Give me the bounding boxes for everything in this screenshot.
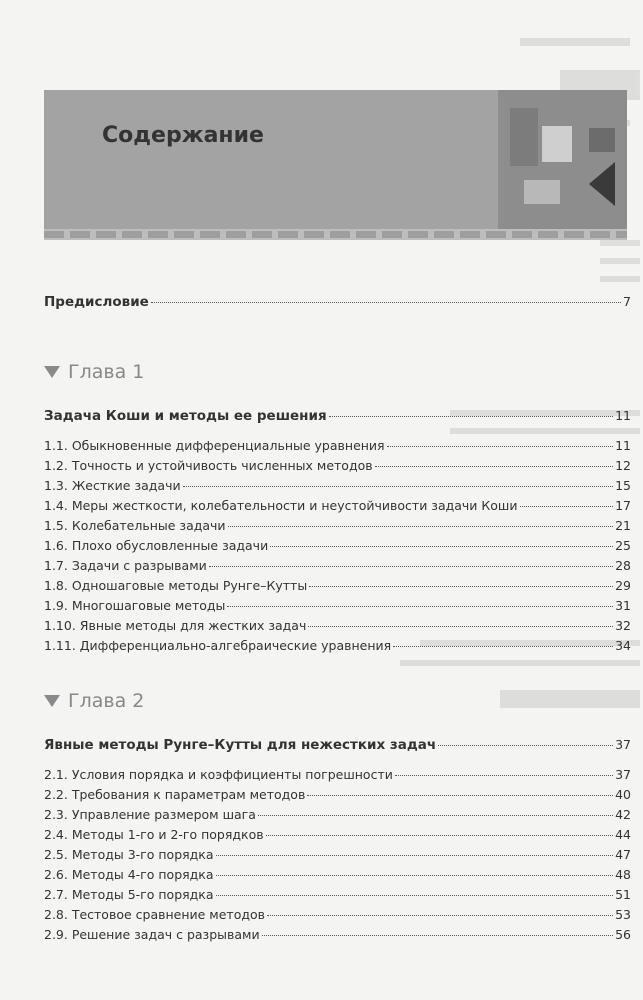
toc-leader-dots <box>216 895 614 896</box>
toc-leader-dots <box>151 302 621 303</box>
toc-leader-dots <box>267 915 613 916</box>
chapter-triangle-icon <box>44 695 60 707</box>
toc-leader-dots <box>270 546 613 547</box>
toc-entry[interactable] <box>44 438 631 453</box>
toc-leader-dots <box>393 646 613 647</box>
toc-entry[interactable] <box>44 458 631 473</box>
toc-entry-label: 1.5. Колебательные задачи <box>44 518 226 533</box>
toc-entry-label: 1.11. Дифференциально-алгебраические уравнения <box>44 638 392 653</box>
toc-leader-dots <box>438 745 613 746</box>
toc-entry-page: 40 <box>615 787 631 802</box>
toc-entry-page: 7 <box>623 294 631 309</box>
page-title: Содержание <box>102 123 264 148</box>
banner-decor-triangle <box>589 162 615 206</box>
toc-entry[interactable] <box>44 827 631 842</box>
toc-entry-label: 2.4. Методы 1-го и 2-го порядков <box>44 827 264 842</box>
toc-entry-label: 1.3. Жесткие задачи <box>44 478 181 493</box>
toc-entry[interactable] <box>44 558 631 573</box>
toc-entry[interactable] <box>44 907 631 922</box>
toc-entry-page: 21 <box>615 518 631 533</box>
toc-entry-page: 42 <box>615 807 631 822</box>
banner-decor-square <box>589 128 615 152</box>
toc-entry-page: 51 <box>615 887 631 902</box>
toc-entry-page: 53 <box>615 907 631 922</box>
toc-entry-label: 1.9. Многошаговые методы <box>44 598 226 613</box>
toc-entry-label: Предисловие <box>44 294 149 310</box>
contents-banner <box>44 90 627 240</box>
toc-leader-dots <box>228 526 614 527</box>
toc-entry-page: 37 <box>615 767 631 782</box>
toc-entry-page: 25 <box>615 538 631 553</box>
toc-entry-label: 2.8. Тестовое сравнение методов <box>44 907 265 922</box>
toc-entry-label: 1.10. Явные методы для жестких задач <box>44 618 307 633</box>
chapter-triangle-icon <box>44 366 60 378</box>
toc-entry-page: 32 <box>615 618 631 633</box>
toc-entry-page: 12 <box>615 458 631 473</box>
toc-entry[interactable] <box>44 767 631 782</box>
toc-entry[interactable] <box>44 887 631 902</box>
toc-entry-label: 2.9. Решение задач с разрывами <box>44 927 260 942</box>
toc-entry[interactable] <box>44 867 631 882</box>
toc-entry-page: 56 <box>615 927 631 942</box>
toc-entry-label: 2.6. Методы 4-го порядка <box>44 867 214 882</box>
toc-entry-page: 11 <box>615 438 631 453</box>
toc-entry[interactable] <box>44 498 631 513</box>
toc-entry[interactable] <box>44 518 631 533</box>
toc-entry-page: 31 <box>615 598 631 613</box>
toc-entry-label: 1.7. Задачи с разрывами <box>44 558 207 573</box>
chapter-heading-1[interactable] <box>44 361 144 383</box>
toc-entry-chapter-title[interactable] <box>44 408 631 424</box>
toc-entry-page: 37 <box>615 737 631 752</box>
toc-entry-label: 1.4. Меры жесткости, колебательности и неустойчивости задачи Коши <box>44 498 518 513</box>
toc-leader-dots <box>216 855 614 856</box>
banner-decor-ticks <box>44 231 627 238</box>
toc-leader-dots <box>375 466 613 467</box>
toc-leader-dots <box>258 815 613 816</box>
chapter-label: Глава 1 <box>68 361 145 383</box>
toc-entry-page: 15 <box>615 478 631 493</box>
banner-decor-square <box>510 108 538 166</box>
toc-entry[interactable] <box>44 638 631 653</box>
toc-entry[interactable] <box>44 807 631 822</box>
toc-entry-label: 1.6. Плохо обусловленные задачи <box>44 538 269 553</box>
toc-entry-label: 1.1. Обыкновенные дифференциальные уравнения <box>44 438 385 453</box>
toc-entry[interactable] <box>44 618 631 633</box>
toc-leader-dots <box>309 586 613 587</box>
toc-leader-dots <box>183 486 614 487</box>
toc-entry[interactable] <box>44 927 631 942</box>
toc-entry-label: 2.7. Методы 5-го порядка <box>44 887 214 902</box>
toc-leader-dots <box>307 795 613 796</box>
toc-entry-chapter-title[interactable] <box>44 737 631 753</box>
toc-entry-page: 44 <box>615 827 631 842</box>
toc-entry-label: 2.5. Методы 3-го порядка <box>44 847 214 862</box>
toc-leader-dots <box>209 566 613 567</box>
toc-entry-preface[interactable] <box>44 294 631 310</box>
toc-leader-dots <box>520 506 614 507</box>
toc-entry[interactable] <box>44 538 631 553</box>
toc-entry[interactable] <box>44 478 631 493</box>
banner-decor-square <box>542 126 572 162</box>
toc-leader-dots <box>308 626 613 627</box>
toc-leader-dots <box>227 606 613 607</box>
toc-entry-page: 11 <box>615 408 631 423</box>
toc-leader-dots <box>262 935 614 936</box>
toc-entry-page: 28 <box>615 558 631 573</box>
toc-leader-dots <box>387 446 614 447</box>
toc-entry[interactable] <box>44 598 631 613</box>
toc-leader-dots <box>395 775 613 776</box>
toc-leader-dots <box>329 416 613 417</box>
toc-entry-label: 2.3. Управление размером шага <box>44 807 256 822</box>
toc-entry-label: Задача Коши и методы ее решения <box>44 408 327 424</box>
toc-leader-dots <box>266 835 613 836</box>
toc-entry-page: 47 <box>615 847 631 862</box>
toc-entry-label: 2.2. Требования к параметрам методов <box>44 787 306 802</box>
toc-entry-label: 2.1. Условия порядка и коэффициенты погрешности <box>44 767 393 782</box>
toc-entry-page: 17 <box>615 498 631 513</box>
toc-entry[interactable] <box>44 787 631 802</box>
chapter-label: Глава 2 <box>68 690 145 712</box>
banner-decor-square <box>524 180 560 204</box>
toc-entry-page: 48 <box>615 867 631 882</box>
toc-entry[interactable] <box>44 847 631 862</box>
toc-entry-page: 29 <box>615 578 631 593</box>
toc-entry-label: Явные методы Рунге–Кутты для нежестких задач <box>44 737 437 753</box>
toc-entry-label: 1.2. Точность и устойчивость численных методов <box>44 458 373 473</box>
chapter-heading-2[interactable] <box>44 690 144 712</box>
toc-entry-label: 1.8. Одношаговые методы Рунге–Кутты <box>44 578 308 593</box>
toc-entry[interactable] <box>44 578 631 593</box>
toc-leader-dots <box>216 875 614 876</box>
toc-entry-page: 34 <box>615 638 631 653</box>
